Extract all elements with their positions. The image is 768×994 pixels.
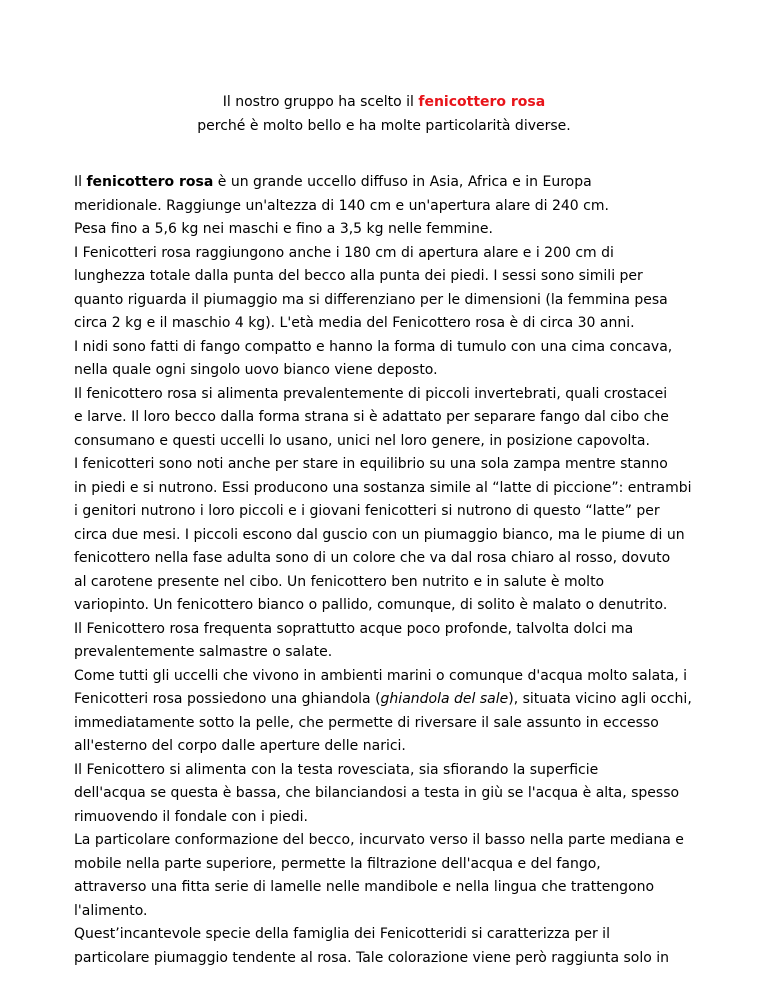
text-line: attraverso una fitta serie di lamelle nelle mandibole e nella lingua che trattengono [74,879,655,895]
text-span: è un grande uccello diffuso in Asia, Africa e in Europa [213,174,592,190]
text-line: La particolare conformazione del becco, incurvato verso il basso nella parte mediana e [74,832,684,848]
text-line: Quest’incantevole specie della famiglia dei Fenicotteridi si caratterizza per il [74,926,610,942]
text-line: meridionale. Raggiunge un'altezza di 140 cm e un'apertura alare di 240 cm. [74,197,609,214]
text-line: al carotene presente nel cibo. Un fenicottero ben nutrito e in salute è molto [74,573,605,590]
text-line: i genitori nutrono i loro piccoli e i giovani fenicotteri si nutrono di questo “latte” per [74,503,660,519]
text-span: ), situata vicino agli occhi, [508,691,692,707]
text-line: l'alimento. [74,902,148,919]
text-line: Il Fenicottero si alimenta con la testa rovesciata, sia sfiorando la superficie [74,761,599,778]
bold-species-name: fenicottero rosa [86,174,214,190]
intro-paragraph [0,90,768,138]
text-line: I nidi sono fatti di fango compatto e hanno la forma di tumulo con una cima concava, [74,338,673,355]
text-line: mobile nella parte superiore, permette la filtrazione dell'acqua e del fango, [74,855,601,872]
text-line: e larve. Il loro becco dalla forma strana si è adattato per separare fango dal cibo che [74,409,669,425]
text-line: Il Fenicottero rosa frequenta soprattutto acque poco profonde, talvolta dolci ma [74,620,634,637]
intro-text: Il nostro gruppo ha scelto il [222,94,419,110]
text-line: Come tutti gli uccelli che vivono in ambienti marini o comunque d'acqua molto salata, i [74,667,688,684]
text-line: variopinto. Un fenicottero bianco o pallido, comunque, di solito è malato o denutrito. [74,597,668,613]
text-span: Fenicotteri rosa possiedono una ghiandola ( [74,691,381,707]
text-line: all'esterno del corpo dalle aperture delle narici. [74,738,406,754]
text-line [74,171,704,195]
text-line: rimuovendo il fondale con i piedi. [74,808,308,825]
intro-line-2: perché è molto bello e ha molte particolarità diverse. [197,118,571,134]
italic-term: ghiandola del sale [380,691,509,707]
text-line: prevalentemente salmastre o salate. [74,644,333,660]
text-span: Il [74,174,87,190]
highlight-species-name: fenicottero rosa [418,94,546,110]
text-line: immediatamente sotto la pelle, che permette di riversare il sale assunto in eccesso [74,714,659,731]
text-line: quanto riguarda il piumaggio ma si differenziano per le dimensioni (la femmina pesa [74,291,668,308]
text-line: in piedi e si nutrono. Essi producono una sostanza simile al “latte di piccione”: entrambi [74,479,692,496]
text-line [74,688,704,712]
text-line: circa 2 kg e il maschio 4 kg). L'età media del Fenicottero rosa è di circa 30 anni. [74,315,635,331]
text-line: consumano e questi uccelli lo usano, unici nel loro genere, in posizione capovolta. [74,432,650,449]
text-line: I fenicotteri sono noti anche per stare in equilibrio su una sola zampa mentre stanno [74,456,668,472]
text-line: I Fenicotteri rosa raggiungono anche i 180 cm di apertura alare e i 200 cm di [74,244,614,261]
text-line: circa due mesi. I piccoli escono dal guscio con un piumaggio bianco, ma le piume di un [74,526,685,543]
text-line: Pesa fino a 5,6 kg nei maschi e fino a 3,5 kg nelle femmine. [74,221,493,237]
text-line: lunghezza totale dalla punta del becco alla punta dei piedi. I sessi sono simili per [74,268,643,284]
text-line: particolare piumaggio tendente al rosa. Tale colorazione viene però raggiunta solo in [74,949,670,966]
text-line: nella quale ogni singolo uovo bianco viene deposto. [74,362,438,378]
main-text [74,171,704,970]
intro-line-1 [0,90,768,114]
text-line: fenicottero nella fase adulta sono di un colore che va dal rosa chiaro al rosso, dovuto [74,550,671,566]
text-line: Il fenicottero rosa si alimenta prevalentemente di piccoli invertebrati, quali crostacei [74,385,668,402]
text-line: dell'acqua se questa è bassa, che bilanciandosi a testa in giù se l'acqua è alta, spesso [74,785,680,801]
